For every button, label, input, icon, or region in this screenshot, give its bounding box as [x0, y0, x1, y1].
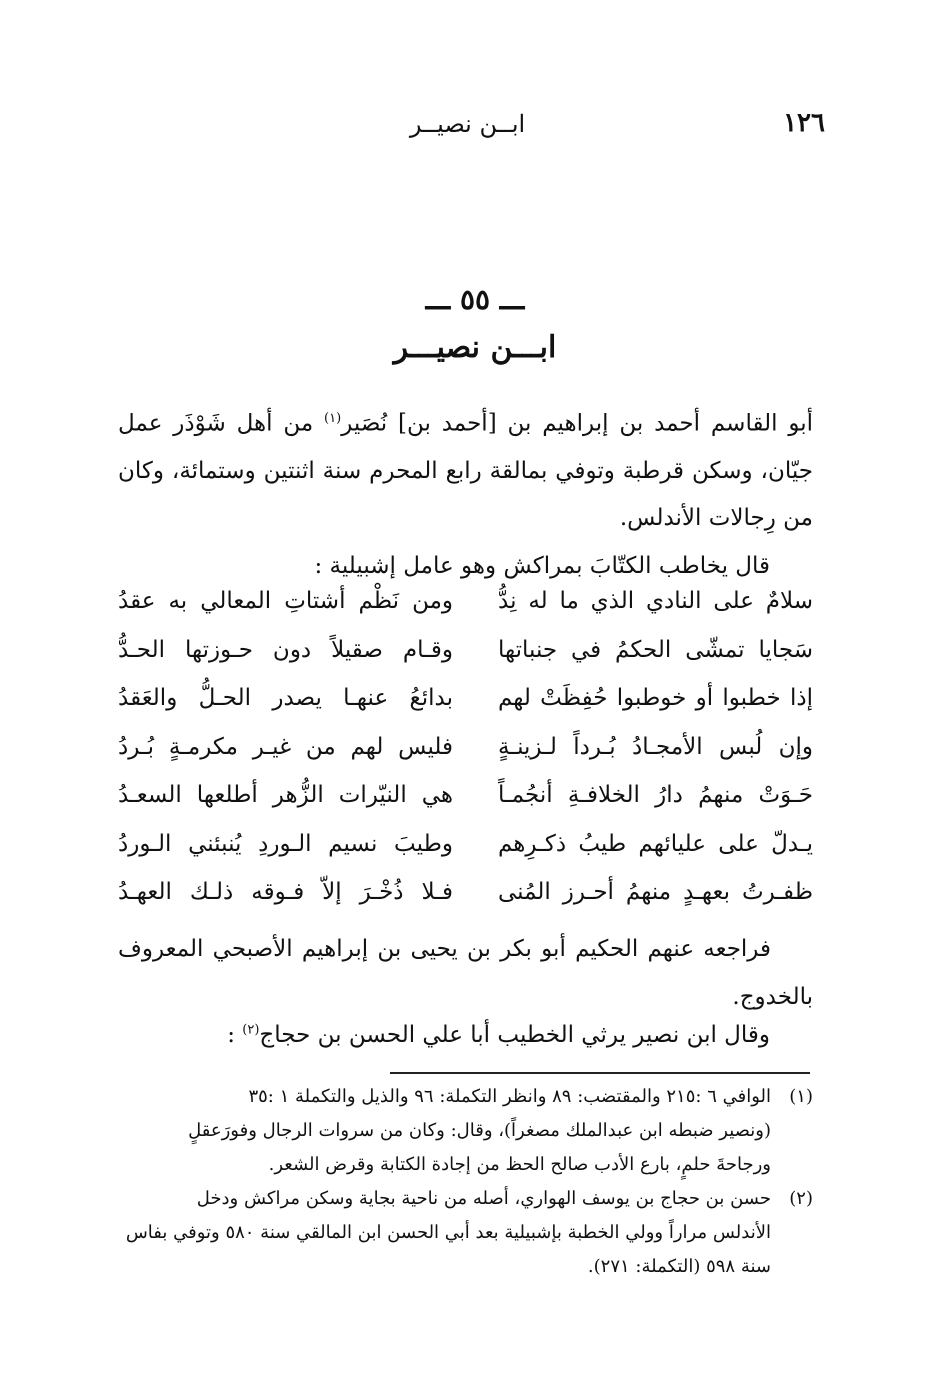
- footnote: [118, 1080, 813, 1182]
- second-hemistich: بدائعُ عنهـا يصدر الحـلُّ والعَقدُ: [118, 685, 453, 711]
- elegy-intro-text: وقال ابن نصير يرثي الخطيب أبا علي الحسن بن حجاج: [259, 1022, 770, 1048]
- running-header: [110, 108, 825, 148]
- entry-title: ابـــن نصيـــر: [393, 330, 557, 365]
- verse: [118, 637, 813, 686]
- footnote-mark: (٢): [789, 1188, 813, 1209]
- second-hemistich: وطيبَ نسيم الـوردِ يُنبئني الـوردُ: [118, 830, 453, 857]
- poem-intro: قال يخاطب الكتّابَ بمراكش وهو عامل إشبيلية :: [314, 553, 770, 579]
- second-hemistich: فليس لهم من غيـر مكرمـةٍ بُـردُ: [118, 733, 453, 760]
- footnote-mark: (١): [789, 1086, 813, 1107]
- first-hemistich: ظفـرتُ بعهـدٍ منهمُ أحـرز المُنى: [498, 879, 813, 905]
- biography-paragraph: [118, 395, 813, 542]
- first-hemistich: سلامٌ على النادي الذي ما له نِدُّ: [498, 588, 813, 614]
- first-hemistich: يـدلّ على عليائهم طيبُ ذكـرِهم: [498, 830, 813, 857]
- bio-text-start: أبو القاسم أحمد بن إبراهيم بن [أحمد بن] نُصَير: [341, 410, 814, 437]
- footnote: [118, 1182, 813, 1284]
- verse: [118, 831, 813, 880]
- footnote-ref-2: (٢): [242, 1022, 260, 1038]
- footnote-line: (ونصير ضبطه ابن عبدالملك مصغراً)، وقال: وكان من سروات الرجال وفورَعقلٍ: [188, 1120, 771, 1141]
- first-hemistich: إذا خطبوا أو خوطبوا حُفِظَتْ لهم: [498, 685, 813, 711]
- second-hemistich: وقـام صقيلاً دون حـوزتها الحـدُّ: [118, 636, 453, 663]
- bio-text-end: من أهل شَوْذَر عمل جيّان، وسكن قرطبة وتوفي بمالقة رابع المحرم سنة اثنتين وستمائة، وكان من رِجالات الأندلس.: [118, 410, 813, 531]
- verse: [118, 782, 813, 831]
- footnote-line: الأندلس مراراً وولي الخطبة بإشبيلية بعد أبي الحسن ابن المالقي سنة ٥٨٠ وتوفي بفاس: [125, 1222, 771, 1243]
- verse: [118, 734, 813, 783]
- verse: [118, 879, 813, 928]
- footnote-line: الوافي ٦ :٢١٥ والمقتضب: ٨٩ وانظر التكملة: ٩٦ والذيل والتكملة ١ :٣٥: [248, 1086, 771, 1107]
- elegy-intro: [118, 1022, 770, 1048]
- footnote-divider: [390, 1072, 810, 1074]
- footnote-ref-1: (١): [324, 411, 342, 426]
- footnotes: [118, 1080, 813, 1284]
- verse: [118, 685, 813, 734]
- running-title: ابــن نصيــر: [409, 110, 526, 138]
- first-hemistich: وإن لُبس الأمجـادُ بُـرداً لـزينـةٍ: [498, 733, 813, 760]
- second-hemistich: فـلا ذُخْـرَ إلاّ فـوقه ذلـك العهـدُ: [118, 879, 453, 905]
- reply-paragraph: فراجعه عنهم الحكيم أبو بكر بن يحيى بن إبراهيم الأصبحي المعروف بالخدوج.: [118, 936, 813, 1010]
- entry-number: ـــ ٥٥ ـــ: [425, 283, 525, 316]
- verse: [118, 588, 813, 637]
- second-hemistich: هي النيّرات الزُّهر أطلعها السعـدُ: [118, 782, 453, 808]
- footnote-line: ورجاحةَ حلمٍ، بارع الأدب صالح الحظ من إجادة الكتابة وقرض الشعر.: [268, 1154, 771, 1175]
- poem: [118, 588, 813, 928]
- footnote-line: سنة ٥٩٨ (التكملة: ٢٧١).: [587, 1256, 771, 1277]
- first-hemistich: سَجايا تمشّى الحكمُ في جنباتها: [498, 636, 813, 663]
- page-number: ١٢٦: [783, 108, 825, 138]
- first-hemistich: حَـوَتْ منهمُ دارُ الخلافـةِ أنجُمـاً: [498, 782, 813, 808]
- footnote-line: حسن بن حجاج بن يوسف الهواري، أصله من ناحية بجاية وسكن مراكش ودخل: [196, 1188, 771, 1209]
- second-hemistich: ومن نَظْم أشتاتِ المعالي به عقدُ: [118, 588, 453, 614]
- elegy-intro-colon: :: [227, 1022, 243, 1048]
